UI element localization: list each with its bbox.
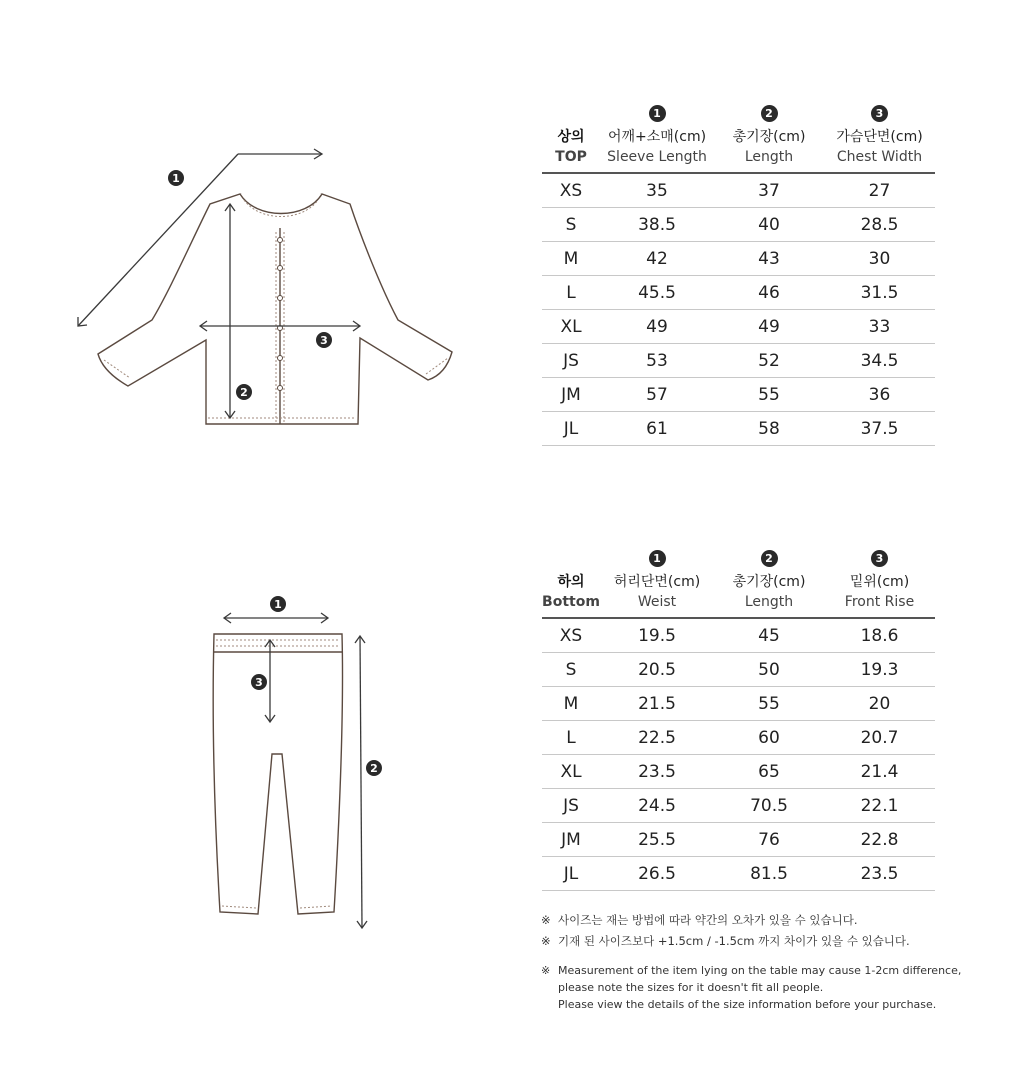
value-cell: 38.5 — [600, 208, 714, 242]
table-row — [542, 721, 935, 755]
column-badge-3: 3 — [871, 550, 888, 567]
svg-text:2: 2 — [240, 386, 248, 399]
value-cell: 28.5 — [824, 208, 935, 242]
value-cell: 35 — [600, 173, 714, 208]
value-cell: 40 — [714, 208, 824, 242]
value-cell: 43 — [714, 242, 824, 276]
value-cell: 20 — [824, 687, 935, 721]
bottom-garment-illustration — [200, 590, 400, 940]
value-cell: 60 — [714, 721, 824, 755]
note-en-3: Please view the details of the size information before your purchase. — [558, 998, 937, 1011]
value-cell: 37 — [714, 173, 824, 208]
size-cell: XS — [542, 173, 600, 208]
size-cell: XS — [542, 618, 600, 653]
pants-length-arrow — [355, 636, 367, 928]
size-cell: L — [542, 721, 600, 755]
value-cell: 22.8 — [824, 823, 935, 857]
value-cell: 49 — [714, 310, 824, 344]
value-cell: 24.5 — [600, 789, 714, 823]
column-header-length: 총기장(cm) Length — [714, 122, 824, 173]
size-cell: M — [542, 242, 600, 276]
value-cell: 18.6 — [824, 618, 935, 653]
column-badge-3: 3 — [871, 105, 888, 122]
table-row — [542, 823, 935, 857]
size-cell: XL — [542, 755, 600, 789]
table-row — [542, 857, 935, 891]
table-row — [542, 687, 935, 721]
value-cell: 20.7 — [824, 721, 935, 755]
size-cell: M — [542, 687, 600, 721]
value-cell: 30 — [824, 242, 935, 276]
value-cell: 45.5 — [600, 276, 714, 310]
table-row — [542, 378, 935, 412]
value-cell: 45 — [714, 618, 824, 653]
bottom-marker-1 — [270, 596, 286, 612]
bottom-size-table — [542, 541, 935, 891]
column-badge-1: 1 — [649, 105, 666, 122]
size-cell: JS — [542, 344, 600, 378]
size-cell: JL — [542, 857, 600, 891]
column-header-chest-width: 가슴단면(cm) Chest Width — [824, 122, 935, 173]
column-badge-1: 1 — [649, 550, 666, 567]
value-cell: 22.5 — [600, 721, 714, 755]
value-cell: 81.5 — [714, 857, 824, 891]
svg-text:1: 1 — [274, 598, 282, 611]
note-en-1: ※ Measurement of the item lying on the table may cause 1-2cm difference, — [541, 964, 962, 977]
value-cell: 26.5 — [600, 857, 714, 891]
value-cell: 49 — [600, 310, 714, 344]
table-row — [542, 653, 935, 687]
size-cell: L — [542, 276, 600, 310]
value-cell: 31.5 — [824, 276, 935, 310]
size-notes — [541, 910, 961, 1013]
note-en-2: please note the sizes for it doesn't fit all people. — [558, 981, 824, 994]
table-row — [542, 173, 935, 208]
size-cell: JM — [542, 823, 600, 857]
value-cell: 27 — [824, 173, 935, 208]
category-header: 상의 TOP — [542, 122, 600, 173]
column-badge-2: 2 — [761, 550, 778, 567]
value-cell: 76 — [714, 823, 824, 857]
column-badge-2: 2 — [761, 105, 778, 122]
value-cell: 61 — [600, 412, 714, 446]
value-cell: 21.4 — [824, 755, 935, 789]
note-ko-1: ※ 사이즈는 재는 방법에 따라 약간의 오차가 있을 수 있습니다. — [541, 913, 858, 927]
value-cell: 57 — [600, 378, 714, 412]
value-cell: 21.5 — [600, 687, 714, 721]
bottom-marker-2 — [366, 760, 382, 776]
table-row — [542, 755, 935, 789]
size-cell: S — [542, 208, 600, 242]
top-marker-2 — [236, 384, 252, 400]
bottom-marker-3 — [251, 674, 267, 690]
column-header-waist: 허리단면(cm) Weist — [600, 567, 714, 618]
top-garment-illustration — [60, 140, 480, 440]
value-cell: 22.1 — [824, 789, 935, 823]
top-marker-3 — [316, 332, 332, 348]
value-cell: 46 — [714, 276, 824, 310]
table-row — [542, 310, 935, 344]
table-row — [542, 412, 935, 446]
value-cell: 19.3 — [824, 653, 935, 687]
value-cell: 50 — [714, 653, 824, 687]
value-cell: 42 — [600, 242, 714, 276]
value-cell: 55 — [714, 687, 824, 721]
category-header: 하의 Bottom — [542, 567, 600, 618]
table-row — [542, 242, 935, 276]
size-cell: JS — [542, 789, 600, 823]
value-cell: 25.5 — [600, 823, 714, 857]
top-size-table — [542, 96, 935, 446]
value-cell: 37.5 — [824, 412, 935, 446]
value-cell: 34.5 — [824, 344, 935, 378]
table-row — [542, 789, 935, 823]
cardigan-outline — [98, 194, 452, 424]
value-cell: 52 — [714, 344, 824, 378]
column-header-front-rise: 밑위(cm) Front Rise — [824, 567, 935, 618]
value-cell: 19.5 — [600, 618, 714, 653]
svg-text:1: 1 — [172, 172, 180, 185]
column-header-sleeve-length: 어깨+소매(cm) Sleeve Length — [600, 122, 714, 173]
size-cell: XL — [542, 310, 600, 344]
size-cell: S — [542, 653, 600, 687]
top-marker-1 — [168, 170, 184, 186]
svg-text:3: 3 — [255, 676, 263, 689]
svg-text:3: 3 — [320, 334, 328, 347]
value-cell: 23.5 — [824, 857, 935, 891]
column-header-length: 총기장(cm) Length — [714, 567, 824, 618]
value-cell: 33 — [824, 310, 935, 344]
waist-arrow — [224, 613, 328, 623]
note-ko-2: ※ 기재 된 사이즈보다 +1.5cm / -1.5cm 까지 차이가 있을 수 있습니다. — [541, 934, 910, 948]
table-row — [542, 618, 935, 653]
size-cell: JL — [542, 412, 600, 446]
value-cell: 23.5 — [600, 755, 714, 789]
svg-text:2: 2 — [370, 762, 378, 775]
value-cell: 53 — [600, 344, 714, 378]
pants-outline — [213, 634, 342, 914]
table-row — [542, 208, 935, 242]
size-cell: JM — [542, 378, 600, 412]
table-row — [542, 344, 935, 378]
value-cell: 36 — [824, 378, 935, 412]
value-cell: 70.5 — [714, 789, 824, 823]
value-cell: 65 — [714, 755, 824, 789]
value-cell: 20.5 — [600, 653, 714, 687]
value-cell: 55 — [714, 378, 824, 412]
table-row — [542, 276, 935, 310]
value-cell: 58 — [714, 412, 824, 446]
